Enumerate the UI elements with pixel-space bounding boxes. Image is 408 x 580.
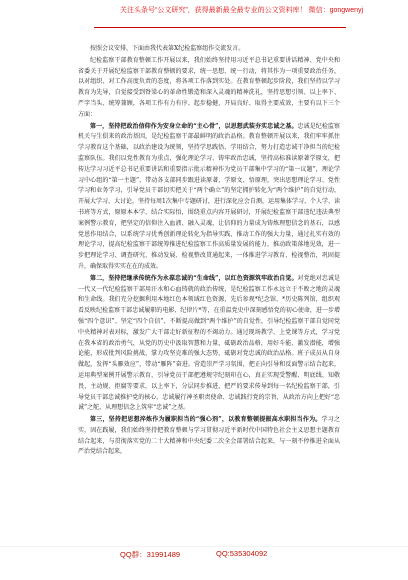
qq-group-text: QQ群：31991489 bbox=[120, 550, 181, 559]
qq-id-text: QQ:535304092 bbox=[216, 549, 268, 558]
paragraph-text: 忠诚是纪检监察机关与生俱来的政治基因，是纪检监察干部最鲜明的政治品格。教育整顿开展以来，我们牢牢抓住学习教育这个基础，以政治建设为统领，坚持学思践悟、学用结合，努力打造忠诚干净担当的纪检监察队伍。我们以党性教育为重点，强化理论学习、铸牢政治忠诚，坚持高标准读原著学原文，把传达学习习近平总书记重要讲话和重要指示批示精神作为党员干部集中学习的“第一议题”，理论学习中心组的“第一主题”，带动各支部同步跟进读原著、学原文、悟原理，突出思想理论学习、党性学习和业务学习，引导党员干部切实把关于“两个确立”的坚定拥护转化为“两个维护”的自觉行动，开展大学习、大讨论，坚持每周1次集中专题研讨，进行深化应会自测，运用集体学习、个人学、读书班等方式，原原本本学、结合实际悟，围绕重点内容开展研讨，开展纪检监察干部违纪违法典型案例警示教育，把坚定的信仰注入血液、融入灵魂，让信仰的力量成为铸炼理想信念的基石，以感党恩作用结合，以系统学习优秀创新理论转化为指导实践、推动工作的强大力量，通过扎实有效的理论学习，提高纪检监察干部统筹推进纪检监察工作高质量发展的能力，推动政策落地见效，进一步把理论学习、调查研究、推动发展、检视整改贯通起来，一体推进学习教育、检视整治，巩固提升，确保取得实实在在的成效。 bbox=[78, 122, 340, 270]
contact-footer bbox=[0, 546, 408, 566]
paragraph-heading: 第一，坚持把政治信仰作为安身立命的“主心骨”，以思想武装夯实忠诚之基。 bbox=[90, 122, 298, 130]
paragraph-text: 纪检监察干部教育整顿工作开展以来，我们始终坚持用习近平总书记重要讲话精神、党中央和省委关于开展纪检监察干部教育整顿的要求，统一思想、统一行动，将其作为一项重要政治任务，以对组织、对工作高度负责的态度，将各项工作落到实处。在教育整顿起步阶段，我们坚持以学习教育为先导，自觉接受到脊梁心的革命性锻造和深入灵魂的精神洗礼，坚持思想引领、以上率下、严字当头、统筹兼顾，各项工作有力有序、起步稳健、开局良好、取得主要成效，主要有以下三个方面： bbox=[78, 56, 340, 118]
paragraph-point-3 bbox=[78, 415, 340, 458]
paragraph-intro bbox=[78, 44, 340, 55]
paragraph-overview bbox=[78, 56, 340, 121]
footer-rule bbox=[0, 546, 408, 547]
document-body bbox=[78, 44, 340, 459]
paragraph-text: 对党绝对忠诚是一代又一代纪检监察干部用汗水和心血铸就的政治传统，是纪检监察工作永远立于不败之地的灵魂和生命线。我们充分挖掘利用本地红色本领域红色资源，先后参观*纪念馆、*历史陈列馆，组织观看反映纪检监察干部忠诚履职的电影、纪律片*等，在重温党史中深刻感悟党的初心使命，进一步增强“四个意识”、坚定“四个自信”、不断提高做到“两个维护”的自觉性，引导纪检监察干部自觉同党中央精神对表对标，激发广大干部走好新征程的不竭动力。通过现场教学、上党课等方式，学习党在我本省的政治勇气，从党的历史中汲取智慧和力量，砥砺政治品格，用好斗能、激发潜能，增强论能，形成批判风险挑战、掌力攻坚克难的强大态势，砥砺对党忠诚的政治品格。班子成员从自身做起，发挥“头雁效应”，带动“雁阵”奋进。营造崇严学习氛围，把正向引导和反面警示结合起来，运用典型案例开展警示教育，引导党员干部把遵规守纪刻印在心，真正实现受警醒、明底线、知敬畏，主动规、拒腐等要求，以上率下，分层同步推进，把严的要求传导到每一名纪检监察干部，引导党员干部忠诚推护党的核心、忠诚履行神圣职责使命、忠诚践行党的宗旨，从政治方向上把好“忠诚”之舵，从理想信念上筑牢“忠诚”之基。 bbox=[78, 274, 340, 412]
header-rule bbox=[94, 27, 346, 28]
paragraph-heading: 第三，坚持把思想淬炼作为履职担当的“强心剂”，以教育整顿提振高水职担当作为。 bbox=[90, 416, 322, 424]
paragraph-point-1 bbox=[78, 122, 340, 273]
promo-header bbox=[0, 0, 408, 32]
paragraph-text: 按照会议安排，下面由我代表第X纪检监察组作交流发言。 bbox=[90, 45, 245, 52]
promo-banner-text: 关注头条号“公文研究”，获得最新最全最专业的公文资料库！ 微信：gongwenyj bbox=[120, 7, 364, 14]
paragraph-heading: 第二，坚持把继承传统作为永葆忠诚的“生命线”，以红色资源筑牢政治自觉。 bbox=[90, 274, 298, 282]
paragraph-point-2 bbox=[78, 274, 340, 414]
paragraph-text: 学习之实，固在践履，我们始终坚持把教育整顿与学习贯彻习近平新时代中国特色社会主义思想主题教育结合起来，与贯彻落实党的二十大精神和中央纪委二次全会部署结合起来，与一刻不停推进全面从严治党结合起来， bbox=[78, 416, 340, 456]
